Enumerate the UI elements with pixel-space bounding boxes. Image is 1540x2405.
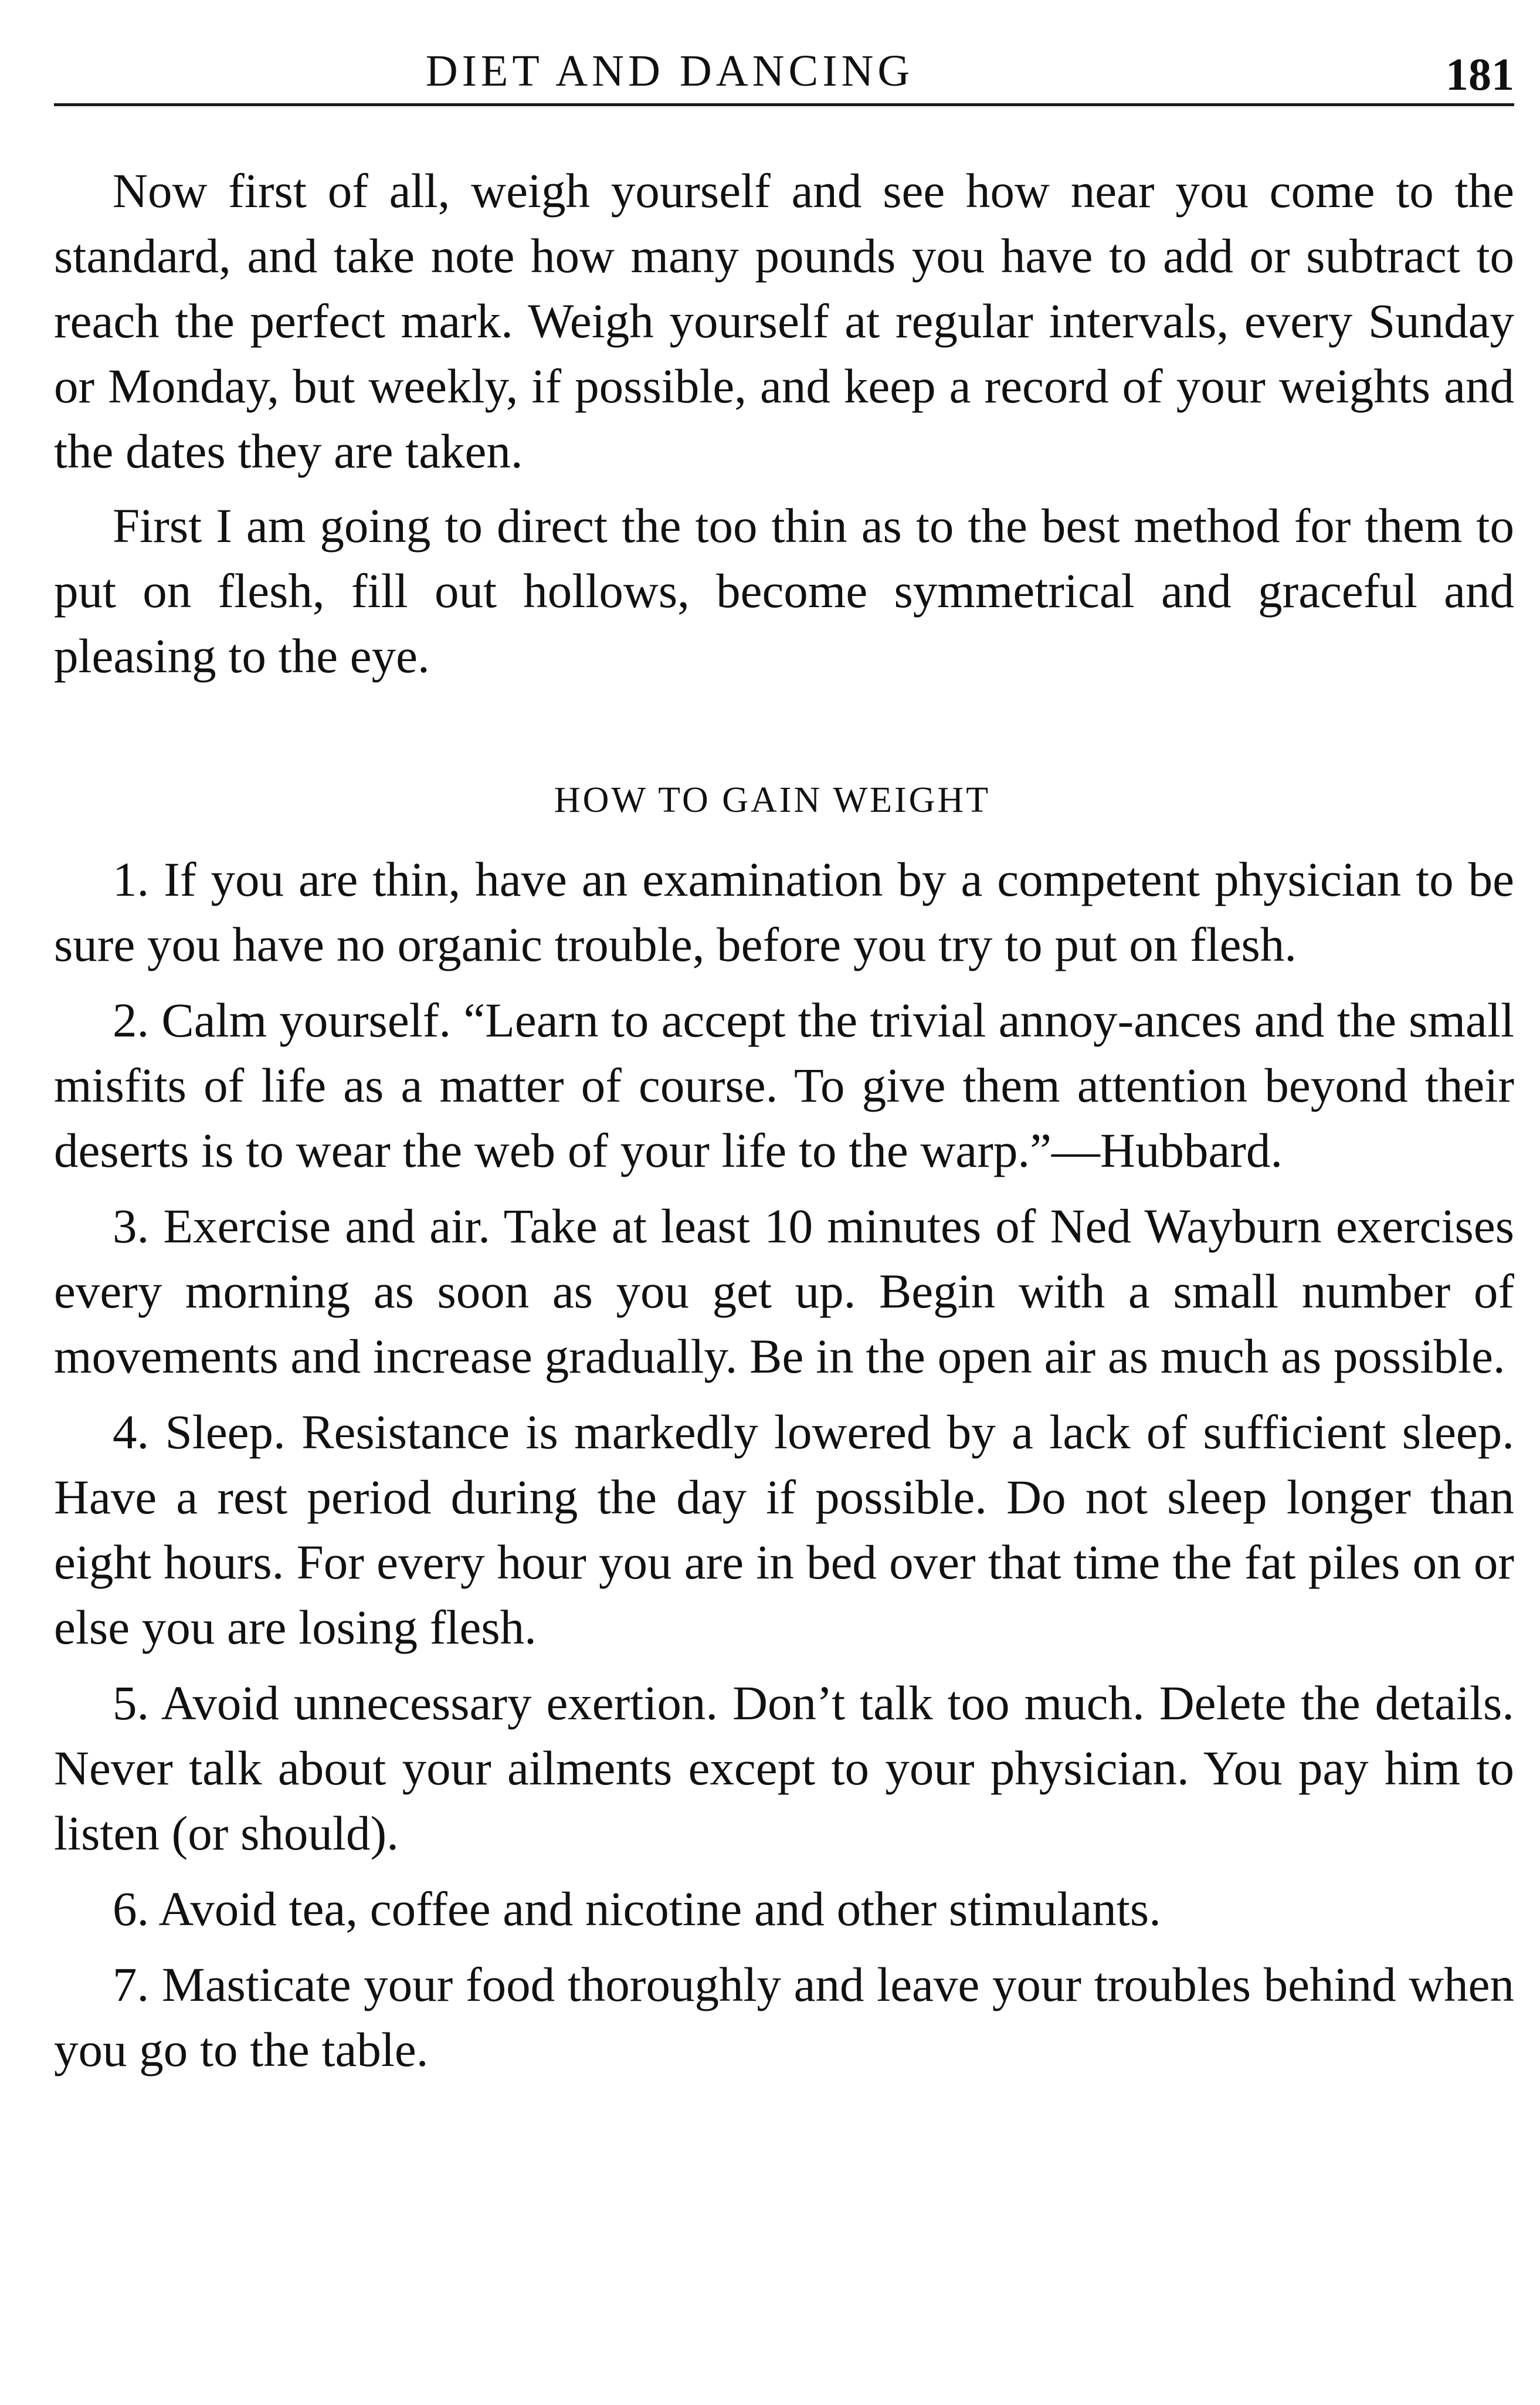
header-rule	[54, 103, 1514, 106]
intro-paragraph: First I am going to direct the too thin as to the best method for them to put on flesh, fill out hollows, become symmetrical and graceful and pleasing to the eye.	[54, 499, 1514, 683]
running-head	[54, 35, 1514, 106]
list-item: 4. Sleep. Resistance is markedly lowered by a lack of sufficient sleep. Have a rest period during the day if possible. Do not sleep longer than eight hours. For every hour you are in bed over that time the fat piles on or else you are losing flesh.	[54, 1405, 1514, 1654]
page-number: 181	[1446, 49, 1514, 100]
body-text	[54, 158, 1514, 2093]
intro-paragraph: Now first of all, weigh yourself and see how near you come to the standard, and take note how many pounds you have to add or subtract to reach the perfect mark. Weigh yourself at regular intervals, every Sunday or Monday, but weekly, if possible, and keep a record of your weights and the dates they are taken.	[54, 164, 1514, 478]
list-item: 7. Masticate your food thoroughly and leave your troubles behind when you go to the table.	[54, 1957, 1514, 2077]
numbered-list	[54, 847, 1514, 2082]
section-heading: HOW TO GAIN WEIGHT	[554, 780, 991, 820]
list-item: 5. Avoid unnecessary exertion. Don’t talk too much. Delete the details. Never talk about your ailments except to your physician. You pay him to listen (or should).	[54, 1676, 1514, 1860]
running-head-title: DIET AND DANCING	[425, 46, 914, 96]
list-item: 1. If you are thin, have an examination by a competent physician to be sure you have no organic trouble, before you try to put on flesh.	[54, 852, 1514, 971]
list-item: 2. Calm yourself. “Learn to accept the trivial annoy-ances and the small misfits of life as a matter of course. To give them attention beyond their deserts is to wear the web of your life to the warp.”—Hubbard.	[54, 993, 1514, 1177]
list-item: 3. Exercise and air. Take at least 10 minutes of Ned Wayburn exercises every morning as soon as you get up. Begin with a small number of movements and increase gradually. Be in the open air as much as possible.	[54, 1199, 1514, 1383]
list-item: 6. Avoid tea, coffee and nicotine and other stimulants.	[113, 1882, 1161, 1936]
